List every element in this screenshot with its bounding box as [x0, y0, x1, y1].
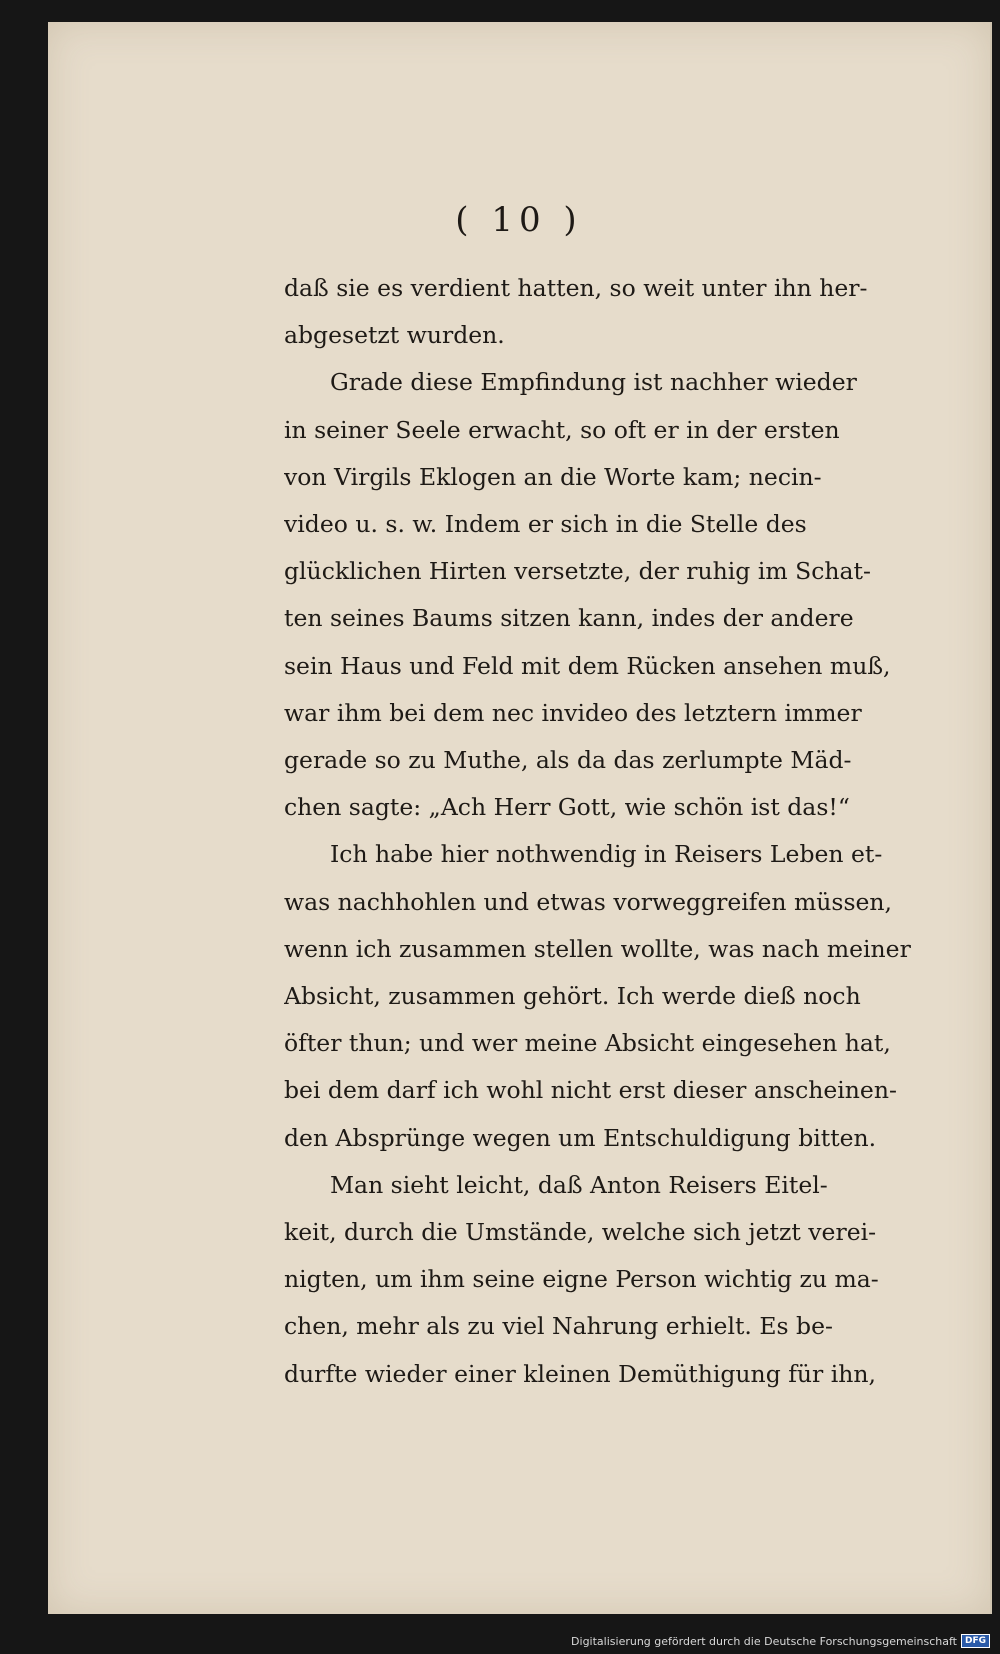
- text-line: Absicht, zusammen gehört. Ich werde dieß noch: [284, 982, 861, 1011]
- book-page: [48, 22, 992, 1614]
- text-line: chen sagte: „Ach Herr Gott, wie schön ist das!“: [284, 793, 850, 822]
- text-line: abgesetzt wurden.: [284, 321, 505, 350]
- text-line: sein Haus und Feld mit dem Rücken ansehen muß,: [284, 651, 891, 680]
- page-number: ( 10 ): [455, 200, 583, 240]
- text-line: glücklichen Hirten versetzte, der ruhig im Schat-: [284, 557, 871, 586]
- text-line: in seiner Seele erwacht, so oft er in der ersten: [284, 415, 840, 444]
- text-line: gerade so zu Muthe, als da das zerlumpte Mäd-: [284, 746, 852, 775]
- text-line: bei dem darf ich wohl nicht erst dieser anscheinen-: [284, 1076, 897, 1105]
- text-line: Ich habe hier nothwendig in Reisers Leben et-: [330, 840, 883, 869]
- text-line: ten seines Baums sitzen kann, indes der andere: [284, 604, 854, 633]
- text-line: Man sieht leicht, daß Anton Reisers Eitel-: [330, 1170, 828, 1199]
- text-line: durfte wieder einer kleinen Demüthigung für ihn,: [284, 1359, 876, 1388]
- dfg-logo-icon: DFG: [961, 1634, 990, 1648]
- body-text: [284, 265, 924, 1398]
- text-line: öfter thun; und wer meine Absicht eingesehen hat,: [284, 1029, 891, 1058]
- text-line: video u. s. w. Indem er sich in die Stelle des: [284, 510, 807, 539]
- text-line: nigten, um ihm seine eigne Person wichtig zu ma-: [284, 1265, 879, 1294]
- text-line: keit, durch die Umstände, welche sich jetzt verei-: [284, 1218, 877, 1247]
- text-line: von Virgils Eklogen an die Worte kam; necin-: [284, 462, 822, 491]
- text-line: den Absprünge wegen um Entschuldigung bitten.: [284, 1123, 877, 1152]
- text-line: wenn ich zusammen stellen wollte, was nach meiner: [284, 934, 911, 963]
- text-line: was nachhohlen und etwas vorweggreifen müssen,: [284, 887, 893, 916]
- text-line: Grade diese Empfindung ist nachher wieder: [330, 368, 857, 397]
- text-line: war ihm bei dem nec invideo des letztern immer: [284, 698, 862, 727]
- text-line: chen, mehr als zu viel Nahrung erhielt. Es be-: [284, 1312, 833, 1341]
- digitization-credit: [571, 1634, 990, 1648]
- text-line: daß sie es verdient hatten, so weit unter ihn her-: [284, 274, 868, 302]
- credit-text: Digitalisierung gefördert durch die Deutsche Forschungsgemeinschaft: [571, 1634, 957, 1648]
